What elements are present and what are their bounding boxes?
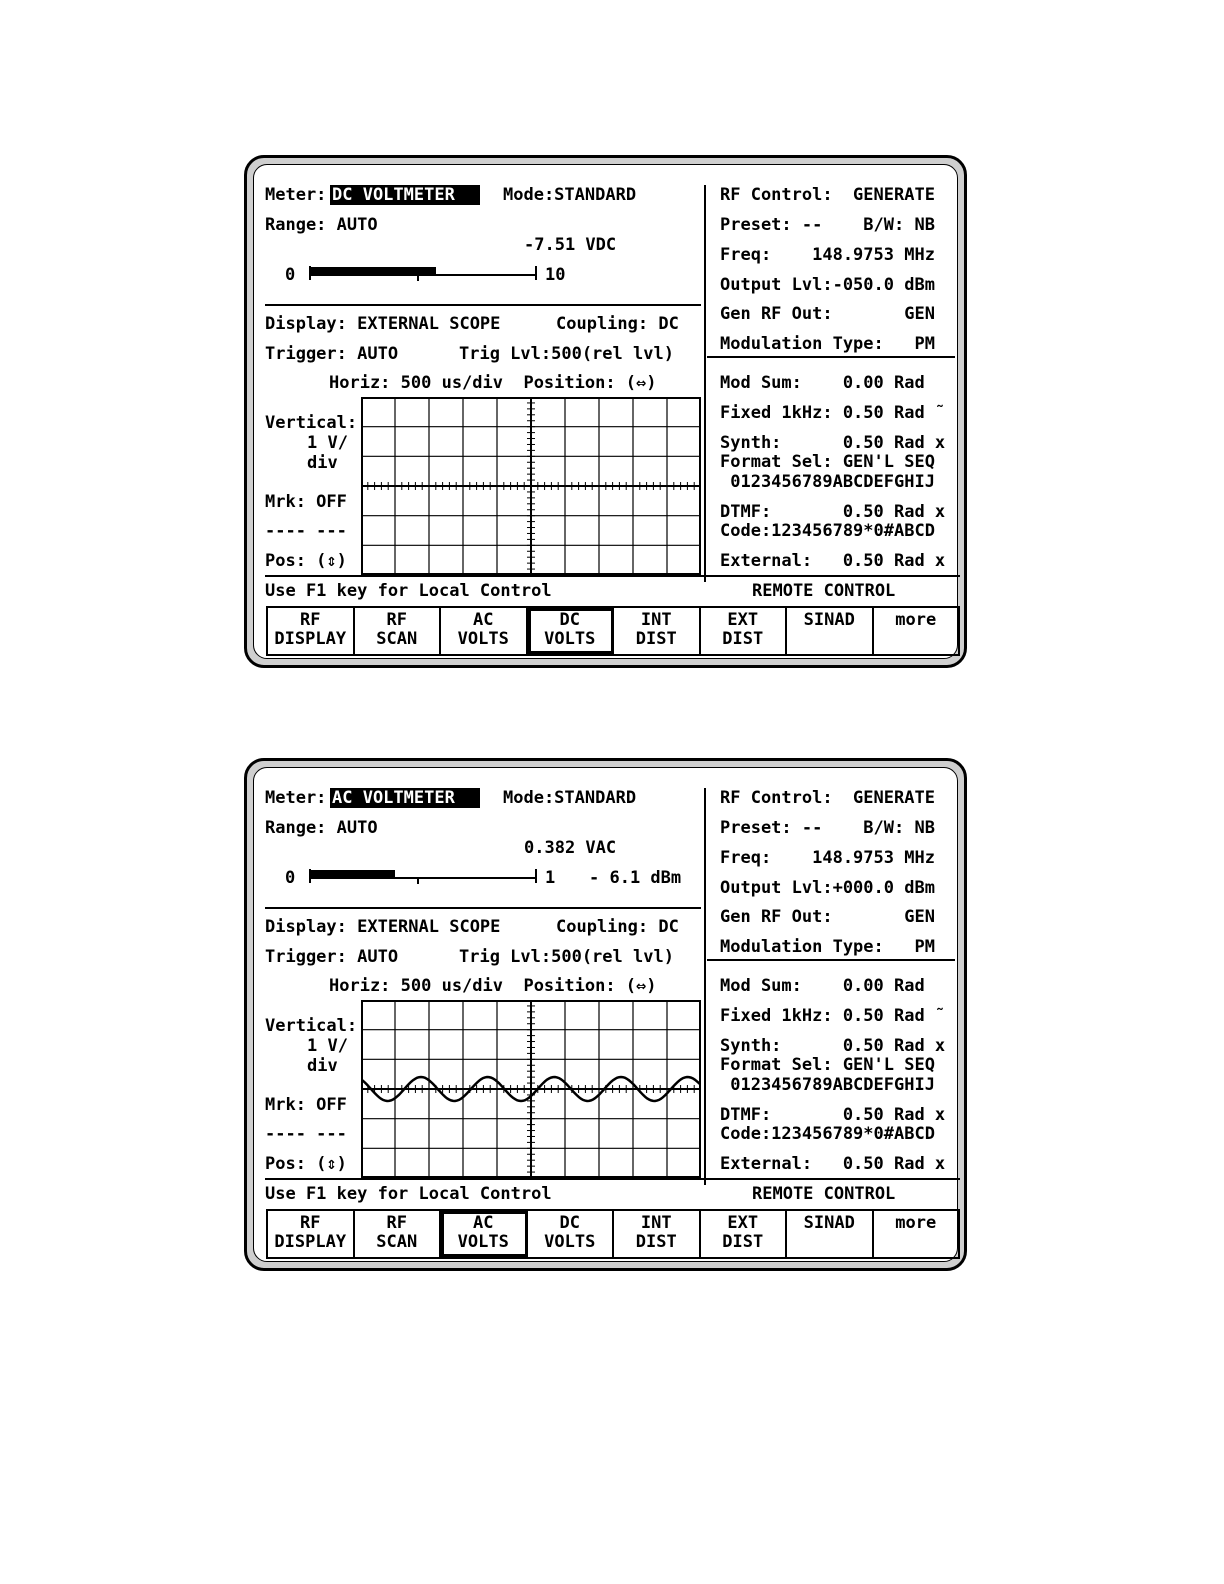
panel-divider <box>704 185 706 582</box>
softkey-label-line1: EXT <box>727 1213 759 1233</box>
trig-level-field[interactable]: Trig Lvl:500(rel lvl) <box>459 947 674 967</box>
softkey-label-line1: SINAD <box>803 1213 855 1233</box>
remote-status: REMOTE CONTROL <box>752 1184 896 1204</box>
status-message: Use F1 key for Local Control <box>265 581 552 601</box>
meter-label: Meter: <box>265 788 327 808</box>
range-field[interactable]: Range: AUTO <box>265 215 378 235</box>
scope-grid <box>361 1000 701 1178</box>
vertical-unit: div <box>307 453 338 473</box>
freq-field[interactable]: Freq: 148.9753 MHz <box>720 245 935 265</box>
bar-mid-tick <box>417 275 419 281</box>
trigger-field[interactable]: Trigger: AUTO <box>265 344 399 364</box>
external-field[interactable]: External: 0.50 Rad x <box>720 551 946 571</box>
dtmf-field[interactable]: DTMF: 0.50 Rad x <box>720 1105 946 1125</box>
bar-right-end <box>535 266 537 280</box>
status-divider <box>265 575 960 577</box>
softkey-dc-volts[interactable] <box>528 608 615 654</box>
softkey-label-line2: DIST <box>635 1232 677 1252</box>
coupling-field[interactable]: Coupling: DC <box>556 917 679 937</box>
modulation-type-field[interactable]: Modulation Type: PM <box>720 334 935 354</box>
softkey-label-line1: more <box>895 610 937 630</box>
softkey-label-line1: RF <box>386 1213 407 1233</box>
softkey-label-line1: AC <box>473 1213 494 1233</box>
softkey-label-line2: VOLTS <box>457 1232 509 1252</box>
dtmf-field[interactable]: DTMF: 0.50 Rad x <box>720 502 946 522</box>
dtmf-code[interactable]: Code:123456789*0#ABCD <box>720 521 935 541</box>
meter-label: Meter: <box>265 185 327 205</box>
softkey-label-line2: DIST <box>722 629 764 649</box>
screen-panel <box>253 767 958 1262</box>
scope-grid <box>361 397 701 575</box>
trig-level-field[interactable]: Trig Lvl:500(rel lvl) <box>459 344 674 364</box>
marker-field[interactable]: Mrk: OFF <box>265 492 347 512</box>
marker-readout: ---- --- <box>265 521 347 541</box>
softkey-int-dist[interactable] <box>614 1211 701 1257</box>
synth-field[interactable]: Synth: 0.50 Rad x <box>720 433 946 453</box>
softkey-label-line1: DC <box>559 1213 580 1233</box>
preset-field[interactable]: Preset: -- B/W: NB <box>720 215 935 235</box>
meter-selector[interactable] <box>330 788 480 808</box>
meter-reading: -7.51 VDC <box>524 235 617 255</box>
dbm-reading: - 6.1 dBm <box>589 868 682 888</box>
format-sel-field[interactable]: Format Sel: GEN'L SEQ <box>720 1055 935 1075</box>
screen-panel <box>253 164 958 659</box>
softkey-int-dist[interactable] <box>614 608 701 654</box>
marker-field[interactable]: Mrk: OFF <box>265 1095 347 1115</box>
format-code[interactable]: 0123456789ABCDEFGHIJ <box>720 472 935 492</box>
remote-status: REMOTE CONTROL <box>752 581 896 601</box>
meter-divider <box>265 907 701 909</box>
synth-field[interactable]: Synth: 0.50 Rad x <box>720 1036 946 1056</box>
softkey-rf-scan[interactable] <box>355 1211 442 1257</box>
dtmf-code[interactable]: Code:123456789*0#ABCD <box>720 1124 935 1144</box>
meter-bar-fill <box>309 870 395 878</box>
softkey-label-line1: AC <box>473 610 494 630</box>
horiz-field[interactable]: Horiz: 500 us/div Position: (⇔) <box>329 373 657 393</box>
softkey-sinad[interactable] <box>787 608 874 654</box>
softkey-label-line2: DIST <box>722 1232 764 1252</box>
softkey-ext-dist[interactable] <box>701 1211 788 1257</box>
softkey-rf-display[interactable] <box>268 1211 355 1257</box>
format-code[interactable]: 0123456789ABCDEFGHIJ <box>720 1075 935 1095</box>
marker-readout: ---- --- <box>265 1124 347 1144</box>
status-divider <box>265 1178 960 1180</box>
gen-rf-out-field[interactable]: Gen RF Out: GEN <box>720 304 935 324</box>
softkey-label-line2: DISPLAY <box>274 629 347 649</box>
position-field[interactable]: Pos: (⇕) <box>265 551 347 571</box>
scope-graticule <box>361 397 701 575</box>
freq-field[interactable]: Freq: 148.9753 MHz <box>720 848 935 868</box>
softkey-label-line1: RF <box>386 610 407 630</box>
softkey-label-line1: more <box>895 1213 937 1233</box>
rf-control-field[interactable]: RF Control: GENERATE <box>720 185 935 205</box>
softkey-label-line1: RF <box>300 1213 321 1233</box>
softkey-label-line2: DISPLAY <box>274 1232 347 1252</box>
vertical-unit: div <box>307 1056 338 1076</box>
softkey-label-line2: SCAN <box>376 629 418 649</box>
meter-divider <box>265 304 701 306</box>
softkey-dc-volts[interactable] <box>528 1211 615 1257</box>
output-level-field[interactable]: Output Lvl:+000.0 dBm <box>720 878 935 898</box>
softkey-label-line2: VOLTS <box>457 629 509 649</box>
meter-bar-fill <box>309 267 436 275</box>
softkey-rf-scan[interactable] <box>355 608 442 654</box>
softkey-more[interactable] <box>874 608 959 654</box>
meter-reading: 0.382 VAC <box>524 838 617 858</box>
gen-rf-out-field[interactable]: Gen RF Out: GEN <box>720 907 935 927</box>
mod-sum-field: Mod Sum: 0.00 Rad <box>720 373 925 393</box>
instrument-screen-dc <box>244 155 967 668</box>
softkey-label-line1: EXT <box>727 610 759 630</box>
panel-divider <box>704 788 706 1185</box>
bar-max-label: 1 <box>545 868 556 888</box>
meter-value[interactable]: DC VOLTMETER <box>330 185 480 205</box>
fixed-1khz-field[interactable]: Fixed 1kHz: 0.50 Rad ˜ <box>720 403 946 423</box>
bar-min-label: 0 <box>285 265 296 285</box>
softkey-label-line1: RF <box>300 610 321 630</box>
softkey-rf-display[interactable] <box>268 608 355 654</box>
mode-field[interactable]: Mode:STANDARD <box>503 788 637 808</box>
softkey-ext-dist[interactable] <box>701 608 788 654</box>
display-field[interactable]: Display: EXTERNAL SCOPE <box>265 917 501 937</box>
softkey-label-line2: DIST <box>635 629 677 649</box>
softkey-more[interactable] <box>874 1211 959 1257</box>
vertical-scale[interactable]: 1 V/ <box>307 433 348 453</box>
mode-field[interactable]: Mode:STANDARD <box>503 185 637 205</box>
softkey-label-line2: VOLTS <box>544 629 596 649</box>
bar-max-label: 10 <box>545 265 566 285</box>
fixed-1khz-field[interactable]: Fixed 1kHz: 0.50 Rad ˜ <box>720 1006 946 1026</box>
vertical-label[interactable]: Vertical: <box>265 1016 358 1036</box>
vertical-scale[interactable]: 1 V/ <box>307 1036 348 1056</box>
softkey-label-line2: SCAN <box>376 1232 418 1252</box>
softkey-ac-volts[interactable] <box>441 1211 528 1257</box>
softkey-label-line2: VOLTS <box>544 1232 596 1252</box>
bar-right-end <box>535 869 537 883</box>
softkey-sinad[interactable] <box>787 1211 874 1257</box>
rf-control-field[interactable]: RF Control: GENERATE <box>720 788 935 808</box>
softkey-label-line1: INT <box>640 1213 672 1233</box>
format-sel-field[interactable]: Format Sel: GEN'L SEQ <box>720 452 935 472</box>
external-field[interactable]: External: 0.50 Rad x <box>720 1154 946 1174</box>
softkey-label-line1: DC <box>559 610 580 630</box>
rf-divider <box>707 356 955 358</box>
bar-min-label: 0 <box>285 868 296 888</box>
vertical-label[interactable]: Vertical: <box>265 413 358 433</box>
trigger-field[interactable]: Trigger: AUTO <box>265 947 399 967</box>
instrument-screen-ac <box>244 758 967 1271</box>
softkey-label-line1: SINAD <box>803 610 855 630</box>
horiz-field[interactable]: Horiz: 500 us/div Position: (⇔) <box>329 976 657 996</box>
output-level-field[interactable]: Output Lvl:-050.0 dBm <box>720 275 935 295</box>
position-field[interactable]: Pos: (⇕) <box>265 1154 347 1174</box>
modulation-type-field[interactable]: Modulation Type: PM <box>720 937 935 957</box>
softkey-ac-volts[interactable] <box>441 608 528 654</box>
range-field[interactable]: Range: AUTO <box>265 818 378 838</box>
rf-divider <box>707 959 955 961</box>
meter-selector[interactable] <box>330 185 480 205</box>
softkey-bar <box>266 1209 960 1259</box>
coupling-field[interactable]: Coupling: DC <box>556 314 679 334</box>
mod-sum-field: Mod Sum: 0.00 Rad <box>720 976 925 996</box>
display-field[interactable]: Display: EXTERNAL SCOPE <box>265 314 501 334</box>
softkey-label-line1: INT <box>640 610 672 630</box>
preset-field[interactable]: Preset: -- B/W: NB <box>720 818 935 838</box>
meter-value[interactable]: AC VOLTMETER <box>330 788 480 808</box>
scope-graticule <box>361 1000 701 1178</box>
status-message: Use F1 key for Local Control <box>265 1184 552 1204</box>
softkey-bar <box>266 606 960 656</box>
bar-mid-tick <box>417 878 419 884</box>
